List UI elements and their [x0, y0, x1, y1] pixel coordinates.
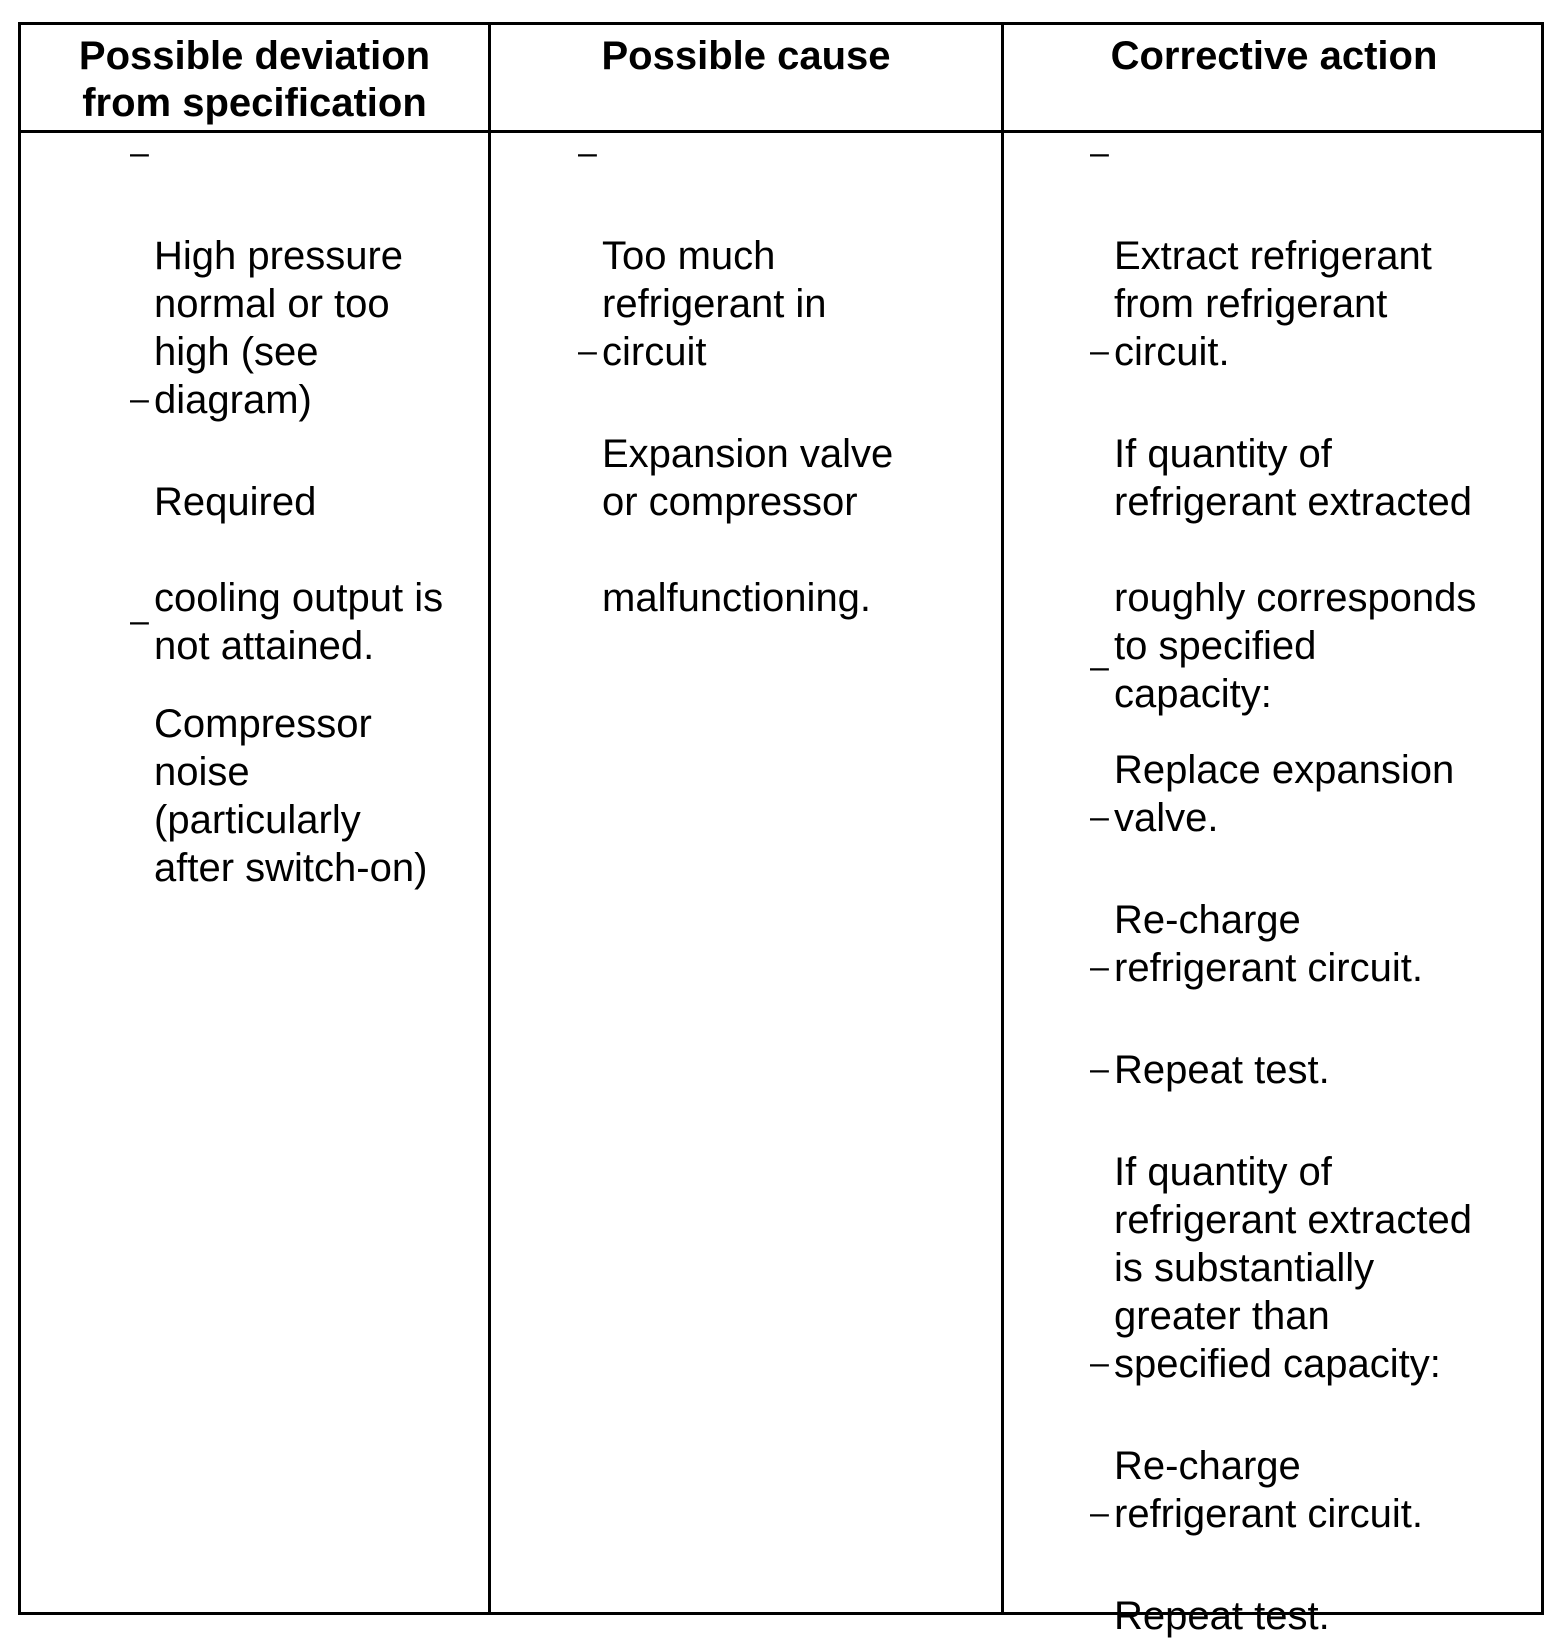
list-item-text: High pressure normal or too high (see diagram) — [154, 234, 404, 422]
list-item-text: Too much refrigerant in circuit — [602, 234, 827, 374]
list-item — [578, 334, 1002, 622]
dash-icon: – — [1090, 948, 1109, 986]
dash-icon: – — [1090, 134, 1109, 172]
list-item-text: Repeat test. — [1114, 1048, 1330, 1092]
dash-icon: – — [130, 380, 149, 418]
list-item — [130, 136, 509, 424]
list-item-text: Repeat test. — [1114, 1594, 1330, 1638]
list-item-text: Re-charge refrigerant circuit. — [1114, 898, 1423, 990]
list-item-text: If quantity of refrigerant extracted roughly corresponds to specified capacity: — [1114, 432, 1477, 716]
dash-icon: – — [1090, 1344, 1109, 1382]
dash-icon: – — [1090, 798, 1109, 836]
header-deviation: Possible deviation from specification — [78, 34, 431, 125]
dash-icon: – — [1090, 332, 1109, 370]
dash-icon: – — [130, 134, 149, 172]
list-item — [1090, 1052, 1544, 1388]
dash-icon: – — [578, 134, 597, 172]
list-item-text: If quantity of refrigerant extracted is substantially greater than specified capacity: — [1114, 1150, 1472, 1386]
dash-icon: – — [130, 602, 149, 640]
dash-icon: – — [578, 332, 597, 370]
list-item-text: Extract refrigerant from refrigerant circuit. — [1114, 234, 1432, 374]
list-item-text: Required cooling output is not attained. — [154, 480, 444, 668]
list-item-text: Expansion valve or compressor malfunctioning. — [602, 432, 894, 620]
dash-icon: – — [1090, 1494, 1109, 1532]
dash-icon: – — [1090, 1050, 1109, 1088]
dash-icon: – — [1090, 648, 1109, 686]
list-item-text: Replace expansion valve. — [1114, 748, 1455, 840]
header-divider — [21, 130, 1541, 133]
list-item — [130, 604, 509, 892]
header-action: Corrective action — [1110, 34, 1438, 78]
header-cause: Possible cause — [601, 34, 891, 78]
list-item — [1090, 1496, 1544, 1640]
list-item-text: Compressor noise (particularly after switch-on) — [154, 702, 428, 890]
list-item-text: Re-charge refrigerant circuit. — [1114, 1444, 1423, 1536]
